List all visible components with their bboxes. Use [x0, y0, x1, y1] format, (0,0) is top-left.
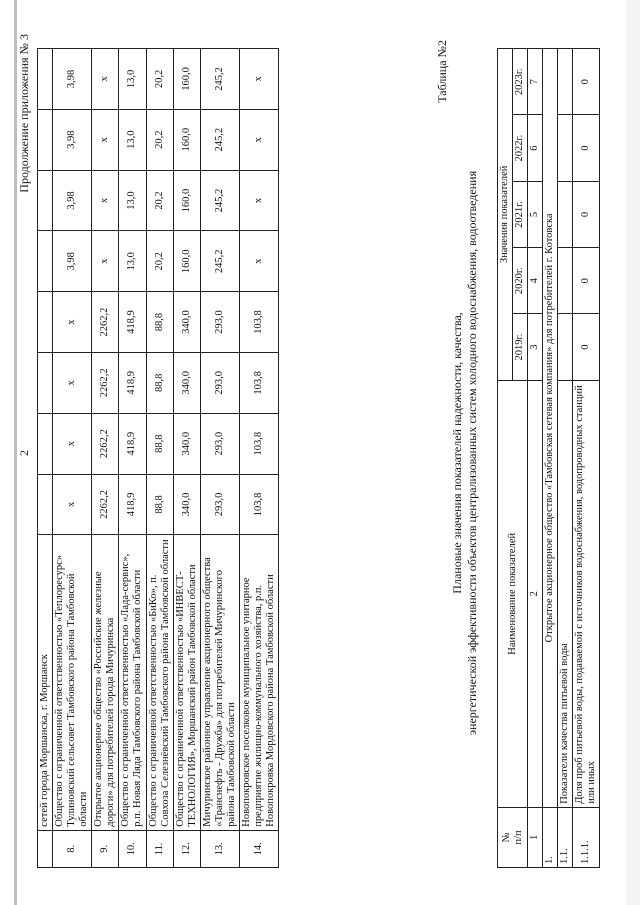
indicator-value: [38, 230, 53, 291]
indicator-value: 2262,2: [92, 352, 119, 413]
indicator-value: 103,8: [239, 474, 278, 535]
indicator-value: [558, 181, 573, 247]
organization-name: Открытое акционерное общество «Российские железные дороги» для потребителей города Мичуринска: [92, 534, 119, 829]
row-number: 8.: [53, 830, 92, 867]
indicator-value: x: [239, 170, 278, 231]
indicator-value: [38, 291, 53, 352]
column-index: 7: [528, 48, 543, 114]
row-number: 13.: [200, 830, 239, 867]
indicator-value: x: [53, 291, 92, 352]
caption-line-1: Плановые значения показателей надежности, качества,: [450, 311, 464, 594]
indicator-value: 418,9: [119, 291, 146, 352]
indicator-value: 340,0: [173, 474, 200, 535]
row-number: 14.: [239, 830, 278, 867]
caption-line-2: энергетической эффективности объектов централизованных систем холодного водоснабжения, водоотведения: [465, 170, 479, 735]
indicator-name: Доля проб питьевой воды, подаваемой с источников водоснабжения, водопроводных станций или иных: [573, 380, 600, 807]
indicator-value: 2262,2: [92, 474, 119, 535]
page-number: 2: [17, 449, 31, 456]
row-number: 9.: [92, 830, 119, 867]
column-index: 2: [528, 380, 543, 807]
header-num-pp: п/п: [512, 829, 524, 844]
planned-values-table: [497, 48, 600, 868]
indicator-value: 103,8: [239, 352, 278, 413]
organization-name: Общество с ограниченной ответственностью «ИНВЕСТ-ТЕХНОЛОГИЯ», Моршанский район Тамбовской области: [173, 534, 200, 829]
indicator-value: 88,8: [146, 413, 173, 474]
indicator-value: 293,0: [200, 352, 239, 413]
indicator-value: x: [239, 48, 278, 109]
indicator-value: 160,0: [173, 109, 200, 170]
table-caption: [450, 28, 480, 878]
indicator-value: [38, 474, 53, 535]
indicator-value: x: [239, 109, 278, 170]
table-row: [200, 48, 239, 867]
indicator-value: x: [53, 413, 92, 474]
indicator-value: [558, 247, 573, 313]
row-number: 10.: [119, 830, 146, 867]
row-number: 1.1.: [558, 807, 573, 867]
indicator-value: x: [92, 170, 119, 231]
column-index: 1: [528, 807, 543, 867]
row-number: 1.1.1.: [573, 807, 600, 867]
year-header: 2019г.: [513, 313, 528, 379]
indicator-value: 3,98: [53, 170, 92, 231]
table2-index-row: [528, 48, 543, 867]
indicator-value: 340,0: [173, 352, 200, 413]
table-row: [239, 48, 278, 867]
indicator-value: 418,9: [119, 413, 146, 474]
organization-name: Общество с ограниченной ответственностью «Лада-сервис», р.п. Новая Лядa Тамбовского района Тамбовской области: [119, 534, 146, 829]
column-index: 6: [528, 114, 543, 180]
indicator-value: 13,0: [119, 230, 146, 291]
indicator-value: 20,2: [146, 230, 173, 291]
continuation-note: Продолжение приложения № 3: [17, 33, 31, 193]
header-indicator-name: Наименование показателей: [498, 380, 528, 807]
indicator-value: 418,9: [119, 352, 146, 413]
indicator-value: 245,2: [200, 230, 239, 291]
indicator-value: x: [92, 230, 119, 291]
indicator-value: 3,98: [53, 230, 92, 291]
indicator-value: [558, 313, 573, 379]
indicator-value: [38, 109, 53, 170]
indicator-value: 293,0: [200, 291, 239, 352]
table-number: Таблица №2: [435, 39, 449, 103]
indicator-value: 245,2: [200, 109, 239, 170]
row-number: 1.: [543, 807, 558, 867]
indicator-value: x: [92, 109, 119, 170]
indicator-value: x: [239, 230, 278, 291]
year-header: 2022г.: [513, 114, 528, 180]
section-title: Открытое акционерное общество «Тамбовская сетевая компания» для потребителей г. Котовска: [543, 48, 558, 807]
indicator-value: 103,8: [239, 413, 278, 474]
table-row: [558, 48, 573, 867]
column-index: 3: [528, 313, 543, 379]
indicator-value: 3,98: [53, 48, 92, 109]
indicator-value: 160,0: [173, 230, 200, 291]
indicator-value: 418,9: [119, 474, 146, 535]
table-row: [543, 48, 558, 867]
indicator-value: [38, 48, 53, 109]
header-indicator-values: Значения показателей: [498, 48, 513, 380]
indicator-value: 160,0: [173, 48, 200, 109]
indicator-value: 293,0: [200, 413, 239, 474]
table2-header-row: [498, 48, 513, 867]
indicator-value: 245,2: [200, 48, 239, 109]
indicator-value: 0: [573, 247, 600, 313]
year-header: 2023г.: [513, 48, 528, 114]
indicator-name: Показатели качества питьевой воды: [558, 380, 573, 807]
indicator-value: 0: [573, 313, 600, 379]
indicator-value: 0: [573, 48, 600, 114]
indicator-value: x: [92, 48, 119, 109]
year-header: 2021г.: [513, 181, 528, 247]
indicator-value: 20,2: [146, 48, 173, 109]
indicator-value: x: [53, 474, 92, 535]
indicator-value: 0: [573, 181, 600, 247]
indicator-value: 2262,2: [92, 291, 119, 352]
organization-name: Общество с ограниченной ответственностью «БиКо», п. Совхоза Селезнёвский Тамбовского района Тамбовской области: [146, 534, 173, 829]
header-num: [498, 807, 528, 867]
indicator-value: [558, 48, 573, 114]
indicator-value: 160,0: [173, 170, 200, 231]
table-row: [119, 48, 146, 867]
indicator-value: 3,98: [53, 109, 92, 170]
indicator-value: 13,0: [119, 109, 146, 170]
indicators-table-continued: [37, 48, 279, 868]
indicator-value: 103,8: [239, 291, 278, 352]
indicator-value: [38, 352, 53, 413]
indicator-value: x: [53, 352, 92, 413]
indicator-value: 340,0: [173, 413, 200, 474]
indicator-value: 13,0: [119, 170, 146, 231]
indicator-value: 88,8: [146, 474, 173, 535]
row-number: 12.: [173, 830, 200, 867]
indicator-value: 20,2: [146, 109, 173, 170]
organization-name: Общество с ограниченной ответственностью «Теплоресурс» Тулиновский сельсовет Тамбовского района Тамбовской области: [53, 534, 92, 829]
column-index: 5: [528, 181, 543, 247]
indicator-value: 88,8: [146, 352, 173, 413]
indicator-value: [558, 114, 573, 180]
table-row: [173, 48, 200, 867]
header-num-symbol: №: [500, 831, 512, 842]
rotated-document-page: [17, 28, 615, 878]
row-number: [38, 830, 53, 867]
table-row: [38, 48, 53, 867]
year-header: 2020г.: [513, 247, 528, 313]
column-index: 4: [528, 247, 543, 313]
table-row: [146, 48, 173, 867]
indicator-value: 13,0: [119, 48, 146, 109]
indicator-value: 20,2: [146, 170, 173, 231]
scan-edge-right: [626, 0, 640, 905]
indicator-value: 245,2: [200, 170, 239, 231]
row-number: 11.: [146, 830, 173, 867]
indicator-value: 2262,2: [92, 413, 119, 474]
indicator-value: 0: [573, 114, 600, 180]
indicator-value: 340,0: [173, 291, 200, 352]
indicator-value: 88,8: [146, 291, 173, 352]
organization-name: Мичуринское районное управление акционерного общества «Транснефть - Дружба» для потребителей Мичуринского района Тамбовской области: [200, 534, 239, 829]
organization-name: сетей города Моршанска, г. Моршанск: [38, 534, 53, 829]
indicator-value: 293,0: [200, 474, 239, 535]
table-row: [53, 48, 92, 867]
indicator-value: [38, 413, 53, 474]
indicator-value: [38, 170, 53, 231]
table-row: [573, 48, 600, 867]
table-row: [92, 48, 119, 867]
organization-name: Новопокровское поселковое муниципальное унитарное предприятие жилищно-коммунального хозяйства, р.п. Новопокровка Мордовского района Тамбовской области: [239, 534, 278, 829]
